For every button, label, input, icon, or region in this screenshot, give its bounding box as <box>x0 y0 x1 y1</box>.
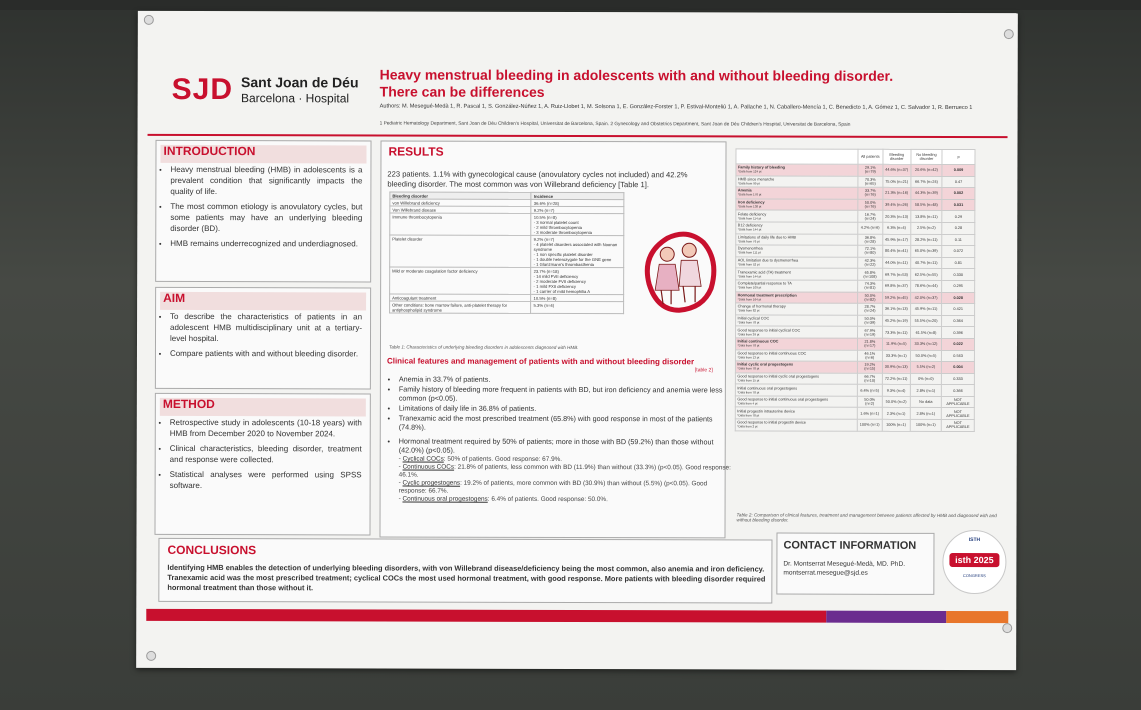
introduction-box <box>155 140 371 283</box>
table-cell-bd: 100% (n=1) <box>882 419 910 431</box>
sub-text: : 21.8% of patients, less common with BD (11.9%) than without (33.3%) (p<0.05). Good response: 46.1%. <box>398 463 731 479</box>
row-note: *Data from 13 pt <box>737 355 760 360</box>
results-intro: 223 patients. 1.1% with gynecological cause (anovulatory cycles not included) and 42.2% bleeding disorder. The most common was von Willebrand deficiency [Table 1]. <box>387 169 688 190</box>
table-row <box>736 164 975 176</box>
table-cell-nobd: 50.0% (n=5) <box>910 350 941 362</box>
table-cell-all: 28.7% (n=24) <box>858 303 883 315</box>
row-label: HMB since menarche <box>737 177 775 182</box>
table-cell-p: 0.295 <box>942 280 975 292</box>
list-item: • Statistical analyses were performed using SPSS software. <box>170 469 362 492</box>
table-cell-nobd: 5.5% (n=2) <box>910 361 941 373</box>
row-note: *Data from 114 pt <box>737 216 762 221</box>
congress-name: isth 2025 <box>949 553 999 567</box>
table-cell-p: 0.022 <box>942 338 975 350</box>
table-cell-nobd: 40.7% (n=11) <box>910 257 941 269</box>
table-cell-p: 0.028 <box>942 292 975 304</box>
table-cell-all: 50.0% (n=76) <box>858 199 883 211</box>
row-note: *Data from 78 pt <box>737 343 760 348</box>
introduction-list <box>170 164 362 250</box>
table-cell-p: NOT APPLICABLE <box>941 420 974 432</box>
contact-box <box>776 533 934 595</box>
table-cell-all: 6.4% (n=5) <box>857 385 882 397</box>
row-label: Folate deficiency <box>737 212 767 217</box>
table-cell-p: 0.29 <box>942 211 975 223</box>
logo-mark: SJD <box>171 72 234 107</box>
row-label-cell <box>735 361 857 373</box>
row-label-cell <box>735 373 857 385</box>
poster <box>136 11 1018 670</box>
table-cell-nobd: 45.9% (n=11) <box>910 303 941 315</box>
table-cell-nobd: 42.0% (n=37) <box>910 292 941 304</box>
list-item: • Tranexamic acid the most prescribed treatment (65.8%) with good response in most of the patients (74.8%). <box>399 414 735 433</box>
row-label-cell <box>736 303 858 315</box>
row-label: Good response to initial progestin device <box>737 420 806 425</box>
method-title: METHOD <box>162 396 215 412</box>
row-label: B12 deficiency <box>737 223 763 228</box>
table-cell-bd: 45.9% (n=17) <box>882 234 910 246</box>
sub-item: - Cyclic progestogens: 19.2% of patients, more common with BD (30.9%) than without (5.5%) (p<0.05). Good response: 66.7%. <box>398 479 708 495</box>
table-cell-all: 42.3% (n=22) <box>858 257 883 269</box>
table-cell: 9.2% (n=7) <box>531 206 624 213</box>
table-2-caption: Table 2: Comparison of clinical features, treatment and management between patients affected by HMB and diagnosed with and without bleeding disorder. <box>736 512 997 523</box>
clinical-ref: [table 2] <box>694 367 713 374</box>
table-row <box>736 326 975 338</box>
sub-text: : 19.2% of patients, more common with BD (30.9%) than without (5.5%) (p<0.05). Good response: 66.7%. <box>398 479 708 495</box>
sub-head: Cyclical COCs <box>402 455 444 463</box>
table-cell-bd: 50.0% (n=2) <box>882 396 910 408</box>
row-label: Iron deficiency <box>737 200 765 205</box>
row-label-cell <box>735 338 857 350</box>
method-box <box>154 393 370 536</box>
table-1-caption: Table 1: Characteristics of underlying bleeding disorders in adolescents diagnosed with HMB. <box>388 344 579 351</box>
row-label: Good response to initial cyclic oral progestogens <box>737 374 820 379</box>
row-note: *Data from 39 pt <box>737 332 760 337</box>
method-list <box>170 417 362 492</box>
table-row <box>736 222 975 234</box>
table-cell-nobd: No data <box>910 396 941 408</box>
row-note: *Data from 124 pt <box>737 169 762 174</box>
table-cell-all: 100% (n=1) <box>857 419 882 431</box>
table-cell-p: 0.563 <box>942 350 975 362</box>
row-label: Hormonal treatment prescription <box>737 293 797 298</box>
list-item: • To describe the characteristics of patients in an adolescent HMB multidisciplinary unit at a tertiary-level hospital. <box>170 311 362 345</box>
table-row <box>736 245 975 257</box>
conclusions-box <box>158 538 772 604</box>
aim-title: AIM <box>163 290 186 305</box>
sub-item: - Continuous COCs: 21.8% of patients, less common with BD (11.9%) than without (33.3%) (p<0.05). Good response: 46.1%. <box>398 463 731 479</box>
table-row <box>736 210 975 222</box>
list-item: • HMB remains underrecognized and underdiagnosed. <box>170 238 362 250</box>
row-label: Initial continuous oral progestogens <box>737 385 798 391</box>
table-cell-p: 0.421 <box>942 304 975 316</box>
table-cell: 10.5% (n=8) <box>531 294 624 301</box>
table-cell-all: 50.0% (n=39) <box>858 315 883 327</box>
row-label-cell <box>736 315 858 327</box>
table-cell-bd: 21.3% (n=16) <box>883 187 911 199</box>
conclusions-text: Identifying HMB enables the detection of underlying bleeding disorders, with von Willebrand disease/deficiency being the most common, also anemia and iron deficiency. Tranexamic acid was the most prescribed treatment; cyclical COCs the most used hormonal treatment, with good response. More patients with bleeding disorder required hormonal treatment than those without it. <box>167 562 766 593</box>
wall-top-edge <box>0 0 1141 10</box>
row-label-cell <box>736 187 858 199</box>
table-cell-p: 0.364 <box>942 315 975 327</box>
row-label-cell <box>736 326 858 338</box>
row-label-cell <box>736 210 858 222</box>
row-note: *Data from 76 pt <box>737 239 760 244</box>
row-note: *Data from 78 pt <box>737 413 760 418</box>
table-row <box>735 407 974 419</box>
table-row <box>390 301 624 314</box>
congress-bottom: CONGRESS <box>962 573 986 579</box>
table-cell-nobd: 78.6% (n=44) <box>910 280 941 292</box>
row-note: *Data from 4 pt <box>737 401 758 406</box>
table-row <box>390 267 624 295</box>
table-cell-nobd: 33.3% (n=12) <box>910 338 941 350</box>
table-cell-all: 21.8% (n=17) <box>857 338 882 350</box>
table-cell-bd: 6.3% (n=4) <box>882 222 910 234</box>
table-row <box>736 268 975 280</box>
poster-header <box>138 11 1018 135</box>
list-item: • Limitations of daily life in 36.8% of patients. <box>399 404 735 414</box>
row-label-cell <box>736 268 858 280</box>
table-cell-bd: 75.0% (n=21) <box>883 176 911 188</box>
row-label: Change of hormonal therapy <box>737 304 786 309</box>
list-item <box>399 437 735 505</box>
contact-name: Dr. Montserrat Mesegué-Medà, MD. PhD. <box>783 560 906 568</box>
footer-bar-purple <box>826 611 946 623</box>
authors: Authors: M. Mesegué-Medà 1, R. Pascal 1, S. González-Núñez 1, A. Ruiz-Llobet 1, M. Solsona 1, E. González-Forster 1, P. Estival-Monteliú 1, A. Pallache 1, N. Caballero-Mencía 1, C. Benedicto 1, A. Gómez 1, C. Salvador 1, R. Berrueco 1 <box>379 103 973 112</box>
results-title: RESULTS <box>388 144 444 159</box>
conclusions-title: CONCLUSIONS <box>167 542 257 558</box>
table-cell: 5.3% (n=4) <box>531 301 624 313</box>
row-note: *Data from 164 pt <box>737 297 762 302</box>
table-cell-all: 66.7% (n=10) <box>857 373 882 385</box>
table-cell-bd: 45.2% (n=19) <box>882 315 910 327</box>
table-cell-bd: 69.7% (n=53) <box>882 269 910 281</box>
table-cell-p: 0.002 <box>942 188 975 200</box>
row-note: *Data from 78 pt <box>737 320 760 325</box>
table-cell-nobd: 2.8% (n=1) <box>910 385 941 397</box>
table-cell-bd: 59.2% (n=45) <box>882 292 910 304</box>
table-cell-all: 4.2% (n=6) <box>858 222 883 234</box>
hospital-logo <box>172 73 359 107</box>
table-cell-all: 72.1% (n=80) <box>858 245 883 257</box>
row-note: *Data from 176 pt <box>737 192 762 197</box>
table-cell-nobd: 61.5% (n=8) <box>910 327 941 339</box>
row-label: Anemia <box>737 188 752 193</box>
table-cell-p: NOT APPLICABLE <box>941 408 974 420</box>
row-label-cell <box>735 349 857 361</box>
table-cell-nobd: 0% (n=0) <box>910 373 941 385</box>
list-item: • Family history of bleeding more frequent in patients with BD, but iron deficiency and anemia were less common (p<0.05). <box>399 385 735 404</box>
table-cell-p: 0.11 <box>942 234 975 246</box>
table-row <box>736 233 975 245</box>
table-cell-p: 0.333 <box>942 373 975 385</box>
table-row <box>735 373 974 385</box>
table-cell-bd: 44.0% (n=11) <box>882 257 910 269</box>
table-cell: Platelet disorder <box>390 235 532 267</box>
table-header: Incidence <box>531 192 624 199</box>
table-cell: 23.7% (n=18) - 14 mild FVII deficiency - 2 moderate FVII deficiency - 1 mild FXII deficiency - 1 carrier of mild hemophilia A <box>531 267 624 294</box>
row-label: Dysmenorrhea <box>737 246 763 251</box>
table-header: p <box>942 149 975 164</box>
table-cell: Anticoagulant treatment <box>390 294 531 301</box>
table-cell-bd: 73.3% (n=11) <box>882 327 910 339</box>
logo-name: Sant Joan de Déu <box>241 74 359 91</box>
row-label: Family history of bleeding <box>737 165 786 170</box>
table-cell-nobd: 44.3% (n=39) <box>911 188 942 200</box>
table-cell-all: 29.1% (n=79) <box>858 164 883 176</box>
row-label-cell <box>736 233 858 245</box>
contact-title: CONTACT INFORMATION <box>783 539 917 552</box>
table-header: No bleeding disorder <box>911 149 942 164</box>
table-cell: Mild or moderate coagulation factor deficiency <box>390 267 531 294</box>
table-cell-all: 50.0% (n=2) <box>857 396 882 408</box>
table-cell-all: 19.2% (n=15) <box>857 361 882 373</box>
row-note: *Data from 78 pt <box>737 389 760 395</box>
table-cell-all: 16.7% (n=24) <box>858 211 883 223</box>
row-note: *Data from 82 pt <box>737 308 760 313</box>
table-row <box>735 419 974 431</box>
row-label-cell <box>736 176 858 188</box>
table-cell-nobd: 58.5% (n=48) <box>911 199 942 211</box>
table-cell-p: 0.031 <box>942 199 975 211</box>
table-cell: Immune thrombocytopenia <box>390 213 531 235</box>
table-row <box>736 315 975 327</box>
table-cell: Other conditions: bone marrow failure, anti-platelet therapy for antiphospholipid syndrome <box>390 301 531 313</box>
aim-list <box>170 311 362 360</box>
row-note: *Data from 78 pt <box>737 366 760 371</box>
table-cell-p: NOT APPLICABLE <box>942 396 975 408</box>
table-cell-bd: 9.3% (n=4) <box>882 385 910 397</box>
row-note: *Data from 138 pt <box>737 204 762 209</box>
table-cell-p: 0.28 <box>942 222 975 234</box>
row-label: Limitations of daily life due to HMB <box>737 235 797 240</box>
pin <box>146 651 156 661</box>
sub-head: Continuous oral progestogens <box>402 495 488 503</box>
table-cell-p: 0.330 <box>942 269 975 281</box>
row-label: Tranexamic acid (TA) treatment <box>737 270 791 275</box>
row-note: *Data from 144 pt <box>737 274 762 279</box>
congress-logo <box>942 530 1006 594</box>
row-label-cell <box>736 199 858 211</box>
row-label-cell <box>736 291 858 303</box>
sub-text: : 50% of patients. Good response: 67.9%. <box>443 455 563 463</box>
table-cell-p: 0.81 <box>942 257 975 269</box>
table-1 <box>389 192 624 315</box>
row-label-cell <box>735 384 857 396</box>
row-label-cell <box>735 396 857 408</box>
table-row <box>390 235 624 268</box>
contact-email: montserrat.mesegue@sjd.es <box>783 569 868 577</box>
row-label-cell <box>736 164 858 176</box>
table-cell-bd: 69.8% (n=37) <box>882 280 910 292</box>
row-label-cell <box>736 222 858 234</box>
affiliation: 1 Pediatric Hematology Department, Sant Joan de Déu Children's Hospital, Universitat de Barcelona, Spain. 2 Gynecology and Obstetrics Department, Sant Joan de Déu Children's Hospital, Universitat de Barcelona, Spain <box>379 121 851 128</box>
list-item: • The most common etiology is anovulatory cycles, but some patients may have an underlying bleeding disorder (BD). <box>170 201 362 235</box>
poster-title <box>380 66 980 102</box>
table-header: Bleeding disorder <box>390 192 531 199</box>
table-cell-all: 67.9% (n=19) <box>858 327 883 339</box>
table-cell-nobd: 100% (n=1) <box>910 419 941 431</box>
logo-sub: Barcelona · Hospital <box>240 91 350 106</box>
row-note: *Data from 52 pt <box>737 262 760 267</box>
row-label: AOL limitation due to dysmenorrhea <box>737 258 799 263</box>
table-cell-bd: 80.4% (n=41) <box>882 245 910 257</box>
row-note: *Data from 144 pt <box>737 227 762 232</box>
table-row <box>736 257 975 269</box>
title-line-2: There can be differences <box>379 83 545 100</box>
list-item: • Clinical characteristics, bleeding disorder, treatment and response were collected. <box>170 443 362 466</box>
table-cell-nobd: 2.5% (n=2) <box>911 222 942 234</box>
table-row <box>390 213 624 236</box>
list-item: • Heavy menstrual bleeding (HMB) in adolescents is a prevalent condition that significantly impacts the quality of life. <box>170 164 362 198</box>
sub-head: Cyclic progestogens <box>402 479 461 487</box>
table-cell-all: 65.8% (n=108) <box>858 269 883 281</box>
row-note: *Data from 2 pt <box>737 424 758 429</box>
row-label: Initial cyclical COC <box>737 316 770 321</box>
table-row <box>735 384 974 396</box>
table-cell-all: 33.7% (n=76) <box>858 187 883 199</box>
row-label: Initial cyclic oral progestogens <box>737 362 794 367</box>
table-row <box>736 199 975 211</box>
row-label: Initial progestin intrauterine device <box>737 409 795 414</box>
table-cell: 36.6% (n=28) <box>531 199 624 206</box>
sub-item: - Cyclical COCs: 50% of patients. Good response: 67.9%. <box>398 455 563 463</box>
table-cell-p: 0.072 <box>942 246 975 258</box>
row-label: Good response to initial cyclical COC <box>737 328 801 333</box>
table-cell-p: 0.009 <box>942 164 975 176</box>
row-label: Complete/partial response to TA <box>737 281 792 286</box>
clinical-list <box>387 375 735 506</box>
table-cell-bd: 30.9% (n=13) <box>882 361 910 373</box>
table-cell-bd: 11.9% (n=5) <box>882 338 910 350</box>
introduction-title: INTRODUCTION <box>163 143 256 159</box>
list-item: • Compare patients with and without bleeding disorder. <box>170 348 362 360</box>
table-cell-all: 36.8% (n=28) <box>858 234 883 246</box>
table-row <box>736 280 975 292</box>
table-row <box>735 338 974 350</box>
table-cell-nobd: 55.5% (n=20) <box>910 315 941 327</box>
sub-text: : 6.4% of patients. Good response: 50.0%. <box>487 495 608 504</box>
table-row <box>736 176 975 188</box>
table-cell-bd: 20.3% (n=13) <box>882 211 910 223</box>
table-cell-bd: 2.3% (n=1) <box>882 408 910 420</box>
footer-bar-red <box>146 609 826 623</box>
table-row <box>736 303 975 315</box>
hormonal-sub-list <box>399 456 735 505</box>
table-row <box>735 361 974 373</box>
table-cell-nobd: 13.8% (n=11) <box>911 211 942 223</box>
table-cell: Von Willebrand disease <box>390 206 531 213</box>
table-cell-bd: 36.1% (n=13) <box>882 303 910 315</box>
table-cell: 9.2% (n=7) - 4 platelet disorders associated with Noonan syndrome - 1 non specific platelet disorder - 1 double heterozygote for the GNE gene - 1 Glanzmann's thrombasthenia <box>531 235 624 267</box>
table-row <box>736 291 975 303</box>
row-label-cell <box>736 245 858 257</box>
table-header <box>736 149 858 164</box>
table-cell-bd: 33.3% (n=1) <box>882 350 910 362</box>
table-cell-nobd: 62.5% (n=55) <box>910 269 941 281</box>
table-cell-p: 0.004 <box>942 362 975 374</box>
sub-item: - Continuous oral progestogens: 6.4% of patients. Good response: 50.0%. <box>398 495 608 504</box>
title-line-1: Heavy menstrual bleeding in adolescents with and without bleeding disorder. <box>379 66 894 84</box>
footer-color-bar <box>146 609 1008 623</box>
table-cell-p: 0.396 <box>942 327 975 339</box>
table-row <box>735 349 974 361</box>
table-cell-all: 1.6% (n=1) <box>857 408 882 420</box>
table-cell-all: 70.3% (n=65) <box>858 176 883 188</box>
list-item: • Retrospective study in adolescents (10-18 years) with HMB from December 2020 to November 2024. <box>170 417 362 440</box>
list-item: • Anemia in 33.7% of patients. <box>399 375 735 385</box>
table-row <box>735 396 974 408</box>
table-row <box>736 187 975 199</box>
table-cell-all: 46.1% (n=6) <box>857 350 882 362</box>
row-label: Initial continuous COC <box>737 339 779 344</box>
row-label-cell <box>736 257 858 269</box>
table-header: Bleeding disorder <box>883 149 911 164</box>
table-cell-bd: 44.6% (n=37) <box>883 164 911 176</box>
table-cell-nobd: 28.2% (n=11) <box>911 234 942 246</box>
table-cell: 10.5% (n=8) - 3 normal platelet count - 2 mild thrombocytopenia - 3 moderate thrombocytopenia <box>531 213 624 235</box>
hormonal-text: Hormonal treatment required by 50% of patients; more in those with BD (59.2%) than those without (42.0%) (p<0.05). <box>398 436 714 455</box>
row-label: Good response to initial continuous oral progestogens <box>737 397 829 402</box>
row-label-cell <box>736 280 858 292</box>
footer-bar-orange <box>946 611 1008 623</box>
row-label-cell <box>735 419 857 431</box>
table-cell-all: 50.0% (n=82) <box>858 292 883 304</box>
table-cell-bd: 72.2% (n=11) <box>882 373 910 385</box>
table-header: All patients <box>858 149 883 164</box>
clinical-title: Clinical features and management of patients with and without bleeding disorder <box>386 356 695 367</box>
row-note: *Data from 111 pt <box>737 250 761 255</box>
congress-top: ISTH <box>968 537 981 544</box>
row-label-cell <box>735 407 857 419</box>
sub-head: Continuous COCs <box>402 463 455 471</box>
row-note: *Data from 109 pt <box>737 285 762 290</box>
row-label: Good response to initial continuous COC <box>737 351 807 356</box>
illustration-girls <box>637 224 721 316</box>
table-cell-nobd: 65.0% (n=39) <box>911 246 942 258</box>
table-cell: von Willebrand deficiency <box>390 199 531 206</box>
pin <box>1002 623 1012 633</box>
table-cell-nobd: 66.7% (n=24) <box>911 176 942 188</box>
table-cell-nobd: 2.8% (n=1) <box>910 408 941 420</box>
aim-box <box>155 287 371 390</box>
row-note: *Data from 99 pt <box>737 181 760 186</box>
table-cell-bd: 39.4% (n=26) <box>883 199 911 211</box>
table-2 <box>735 148 976 431</box>
table-cell-all: 74.3% (n=81) <box>858 280 883 292</box>
row-note: *Data from 15 pt <box>737 378 760 383</box>
table-cell-p: 0.47 <box>942 176 975 188</box>
table-cell-p: 0.366 <box>942 385 975 397</box>
table-cell-nobd: 20.6% (n=42) <box>911 164 942 176</box>
